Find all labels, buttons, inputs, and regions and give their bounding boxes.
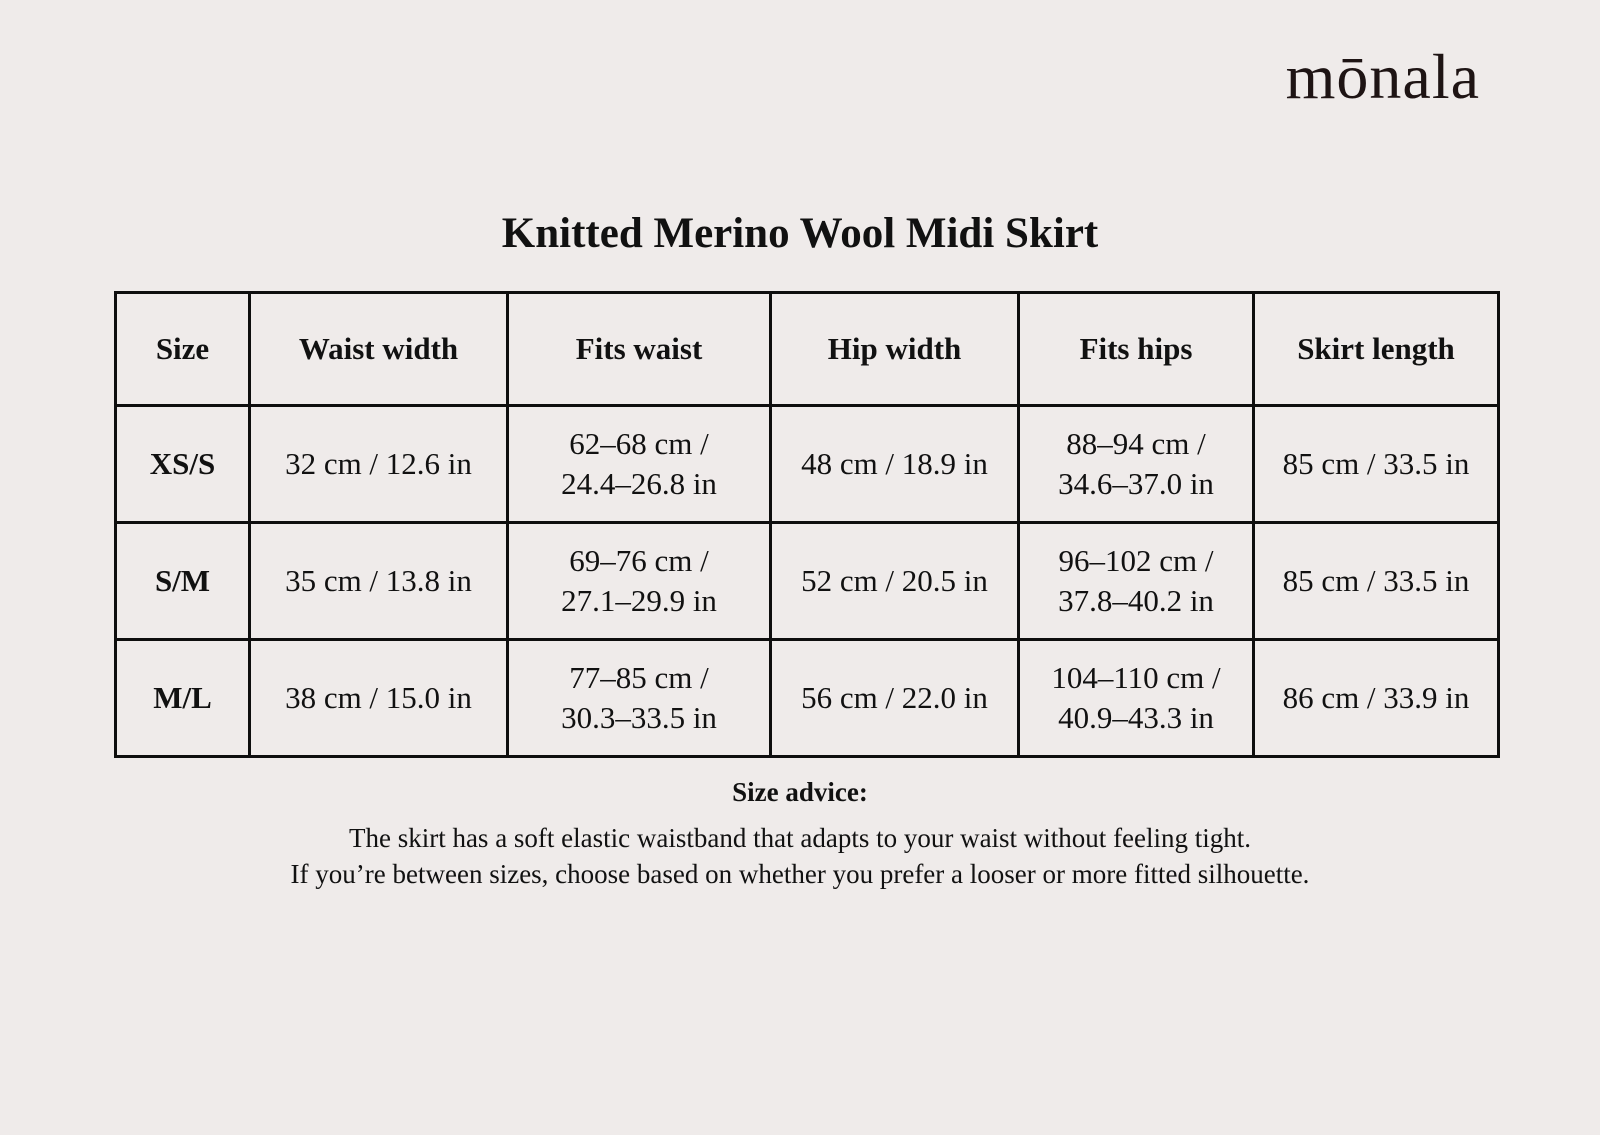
cell-fits-hips [1019, 640, 1254, 757]
cell-waist-width: 38 cm / 15.0 in [250, 640, 508, 757]
cell-fits-waist [508, 523, 771, 640]
cell-waist-width: 32 cm / 12.6 in [250, 406, 508, 523]
cell-waist-width: 35 cm / 13.8 in [250, 523, 508, 640]
header-waist-width: Waist width [250, 293, 508, 406]
header-fits-waist: Fits waist [508, 293, 771, 406]
cell-size: M/L [116, 640, 250, 757]
header-size: Size [116, 293, 250, 406]
header-hip-width: Hip width [771, 293, 1019, 406]
table-row [116, 640, 1499, 757]
fits-hips-cm: 104–110 cm / [1051, 660, 1221, 695]
page-title: Knitted Merino Wool Midi Skirt [501, 209, 1099, 257]
fits-hips-in: 34.6–37.0 in [1058, 466, 1214, 501]
table-row [116, 523, 1499, 640]
table-row [116, 406, 1499, 523]
fits-waist-in: 27.1–29.9 in [561, 583, 717, 618]
size-advice-line: If you’re between sizes, choose based on whether you prefer a looser or more fitted silhouette. [290, 859, 1310, 889]
size-advice-line: The skirt has a soft elastic waistband that adapts to your waist without feeling tight. [348, 823, 1252, 853]
fits-waist-cm: 69–76 cm / [569, 543, 709, 578]
brand-logo: mōnala [1285, 41, 1480, 112]
cell-fits-waist [508, 640, 771, 757]
cell-fits-waist [508, 406, 771, 523]
size-advice [0, 777, 1600, 892]
cell-fits-hips [1019, 406, 1254, 523]
fits-waist-in: 30.3–33.5 in [561, 700, 717, 735]
cell-hip-width: 52 cm / 20.5 in [771, 523, 1019, 640]
table-header-row [116, 293, 1499, 406]
size-advice-heading: Size advice: [732, 777, 868, 807]
fits-waist-in: 24.4–26.8 in [561, 466, 717, 501]
size-chart-table [114, 291, 1500, 758]
cell-skirt-length: 86 cm / 33.9 in [1254, 640, 1499, 757]
fits-hips-cm: 88–94 cm / [1066, 426, 1206, 461]
cell-size: XS/S [116, 406, 250, 523]
fits-hips-cm: 96–102 cm / [1058, 543, 1214, 578]
fits-waist-cm: 62–68 cm / [569, 426, 709, 461]
cell-fits-hips [1019, 523, 1254, 640]
header-skirt-length: Skirt length [1254, 293, 1499, 406]
fits-hips-in: 37.8–40.2 in [1058, 583, 1214, 618]
fits-waist-cm: 77–85 cm / [569, 660, 709, 695]
cell-hip-width: 48 cm / 18.9 in [771, 406, 1019, 523]
cell-size: S/M [116, 523, 250, 640]
cell-skirt-length: 85 cm / 33.5 in [1254, 406, 1499, 523]
fits-hips-in: 40.9–43.3 in [1058, 700, 1214, 735]
cell-hip-width: 56 cm / 22.0 in [771, 640, 1019, 757]
cell-skirt-length: 85 cm / 33.5 in [1254, 523, 1499, 640]
header-fits-hips: Fits hips [1019, 293, 1254, 406]
